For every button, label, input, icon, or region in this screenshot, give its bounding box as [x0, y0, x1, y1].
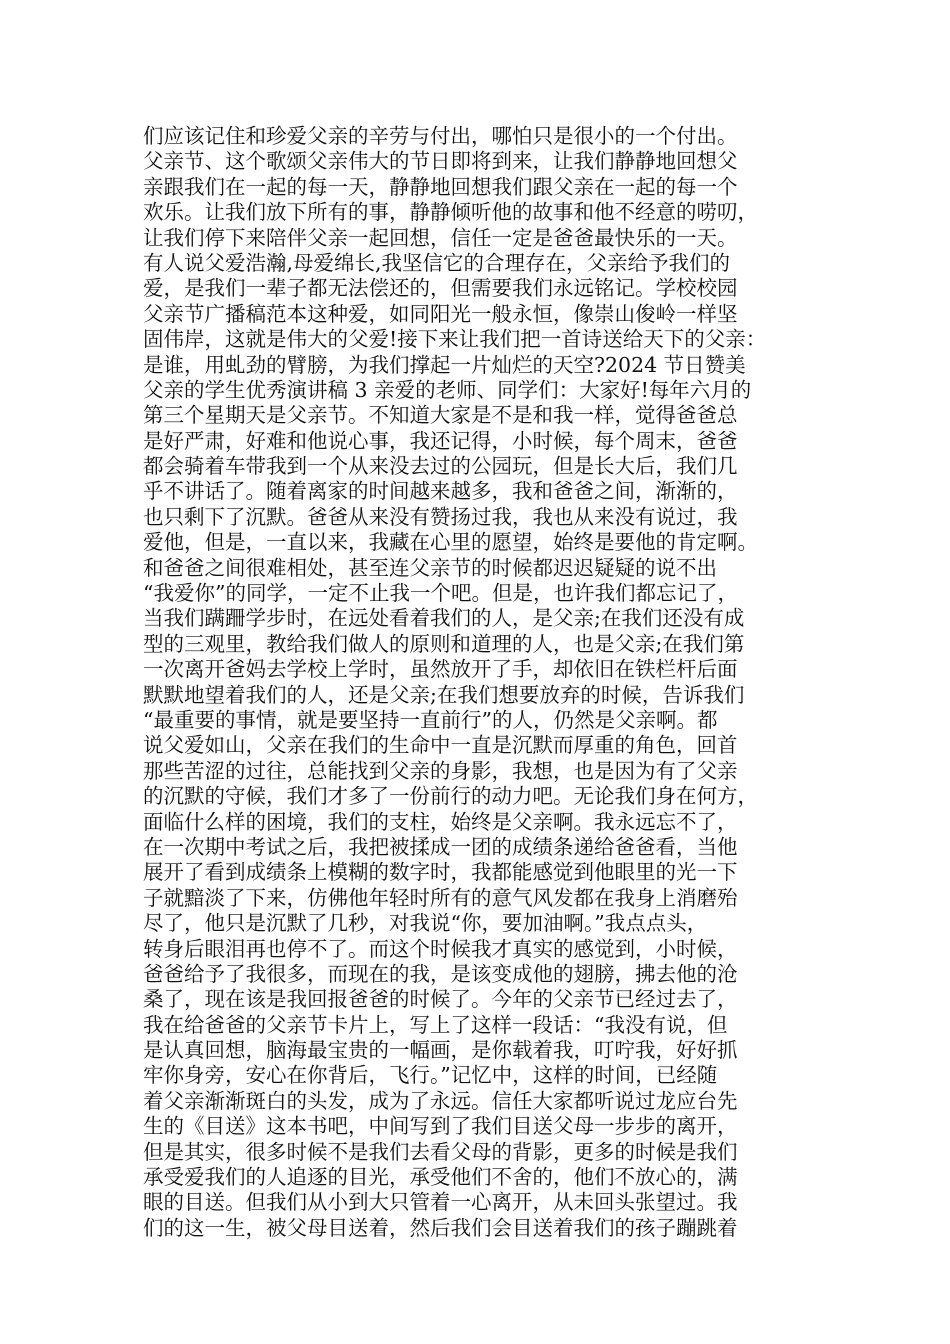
text-line: 亲跟我们在一起的每一天，静静地回想我们跟父亲在一起的每一个: [143, 174, 738, 199]
text-line: 是谁，用虬劲的臂膀，为我们撑起一片灿烂的天空?2024 节日赞美: [143, 352, 746, 377]
text-line: 和爸爸之间很难相处，甚至连父亲节的时候都迟迟疑疑的说不出: [143, 555, 717, 580]
text-line: 默默地望着我们的人，还是父亲;在我们想要放弃的时候，告诉我们: [143, 682, 745, 707]
text-line: 在一次期中考试之后，我把被揉成一团的成绩条递给爸爸看，当他: [143, 834, 738, 859]
text-line: 们的这一生，被父母目送着，然后我们会目送着我们的孩子蹦跳着: [143, 1215, 738, 1240]
text-line: 展开了看到成绩条上模糊的数字时，我都能感觉到他眼里的光一下: [143, 860, 738, 885]
text-line: 牢你身旁，安心在你背后，飞行。”记忆中，这样的时间，已经随: [143, 1063, 718, 1088]
text-line: 乎不讲话了。随着离家的时间越来越多，我和爸爸之间，渐渐的，: [143, 479, 738, 504]
text-line: 固伟岸，这就是伟大的父爱!接下来让我们把一首诗送给天下的父亲：: [143, 327, 767, 352]
text-line: 爱，是我们一辈子都无法偿还的，但需要我们永远铭记。学校校园: [143, 276, 738, 301]
text-line: 面临什么样的困境，我们的支柱，始终是父亲啊。我永远忘不了，: [143, 809, 738, 834]
text-line: 着父亲渐渐斑白的头发，成为了永远。信任大家都听说过龙应台先: [143, 1088, 738, 1113]
text-line: 第三个星期天是父亲节。不知道大家是不是和我一样，觉得爸爸总: [143, 403, 738, 428]
text-line: 欢乐。让我们放下所有的事，静静倾听他的故事和他不经意的唠叨，: [143, 200, 758, 225]
text-line: 但是其实，很多时候不是我们去看父母的背影，更多的时候是我们: [143, 1139, 738, 1164]
text-line: “我爱你”的同学，一定不止我一个吧。但是，也许我们都忘记了，: [143, 581, 738, 606]
text-line: 父亲的学生优秀演讲稿 3 亲爱的老师、同学们：大家好!每年六月的: [143, 377, 752, 402]
text-line: 是认真回想，脑海最宝贵的一幅画，是你载着我，叮咛我，好好抓: [143, 1038, 738, 1063]
text-line: 眼的目送。但我们从小到大只管着一心离开，从未回头张望过。我: [143, 1190, 738, 1215]
text-line: 转身后眼泪再也停不了。而这个时候我才真实的感觉到，小时候，: [143, 936, 738, 961]
text-line: 型的三观里，教给我们做人的原则和道理的人，也是父亲;在我们第: [143, 631, 745, 656]
text-line: 父亲节、这个歌颂父亲伟大的节日即将到来，让我们静静地回想父: [143, 149, 738, 174]
body-text: [143, 124, 811, 1241]
text-line: 们应该记住和珍爱父亲的辛劳与付出，哪怕只是很小的一个付出。: [143, 124, 738, 148]
text-line: 桑了，现在该是我回报爸爸的时候了。今年的父亲节已经过去了，: [143, 987, 738, 1012]
text-line: 爸爸给予了我很多，而现在的我，是该变成他的翅膀，拂去他的沧: [143, 961, 738, 986]
text-line: 爱他，但是，一直以来，我藏在心里的愿望，始终是要他的肯定啊。: [143, 530, 758, 555]
text-line: 尽了，他只是沉默了几秒，对我说“你，要加油啊。”我点点头，: [143, 911, 708, 936]
text-line: 子就黯淡了下来，仿佛他年轻时所有的意气风发都在我身上消磨殆: [143, 885, 738, 910]
text-line: 父亲节广播稿范本这种爱，如同阳光一般永恒，像崇山俊岭一样坚: [143, 301, 738, 326]
text-line: 承受爱我们的人追逐的目光，承受他们不舍的，他们不放心的，满: [143, 1165, 738, 1190]
text-line: 那些苦涩的过往，总能找到父亲的身影，我想，也是因为有了父亲: [143, 758, 738, 783]
text-line: 都会骑着车带我到一个从来没去过的公园玩，但是长大后，我们几: [143, 454, 738, 479]
text-line: 我在给爸爸的父亲节卡片上，写上了这样一段话：“我没有说，但: [143, 1012, 728, 1037]
text-line: “最重要的事情，就是要坚持一直前行”的人，仍然是父亲啊。都: [143, 707, 718, 732]
text-line: 生的《目送》这本书吧，中间写到了我们目送父母一步步的离开，: [143, 1114, 738, 1139]
text-line: 当我们蹒跚学步时，在远处看着我们的人，是父亲;在我们还没有成: [143, 606, 745, 631]
text-line: 的沉默的守候，我们才多了一份前行的动力吧。无论我们身在何方，: [143, 784, 758, 809]
text-line: 一次离开爸妈去学校上学时，虽然放开了手，却依旧在铁栏杆后面: [143, 657, 738, 682]
text-line: 是好严肃，好难和他说心事，我还记得，小时候，每个周末，爸爸: [143, 428, 738, 453]
text-line: 有人说父爱浩瀚,母爱绵长,我坚信它的合理存在，父亲给予我们的: [143, 250, 731, 275]
text-line: 让我们停下来陪伴父亲一起回想，信任一定是爸爸最快乐的一天。: [143, 225, 738, 250]
text-line: 也只剩下了沉默。爸爸从来没有赞扬过我，我也从来没有说过，我: [143, 504, 738, 529]
text-line: 说父爱如山，父亲在我们的生命中一直是沉默而厚重的角色，回首: [143, 733, 738, 758]
